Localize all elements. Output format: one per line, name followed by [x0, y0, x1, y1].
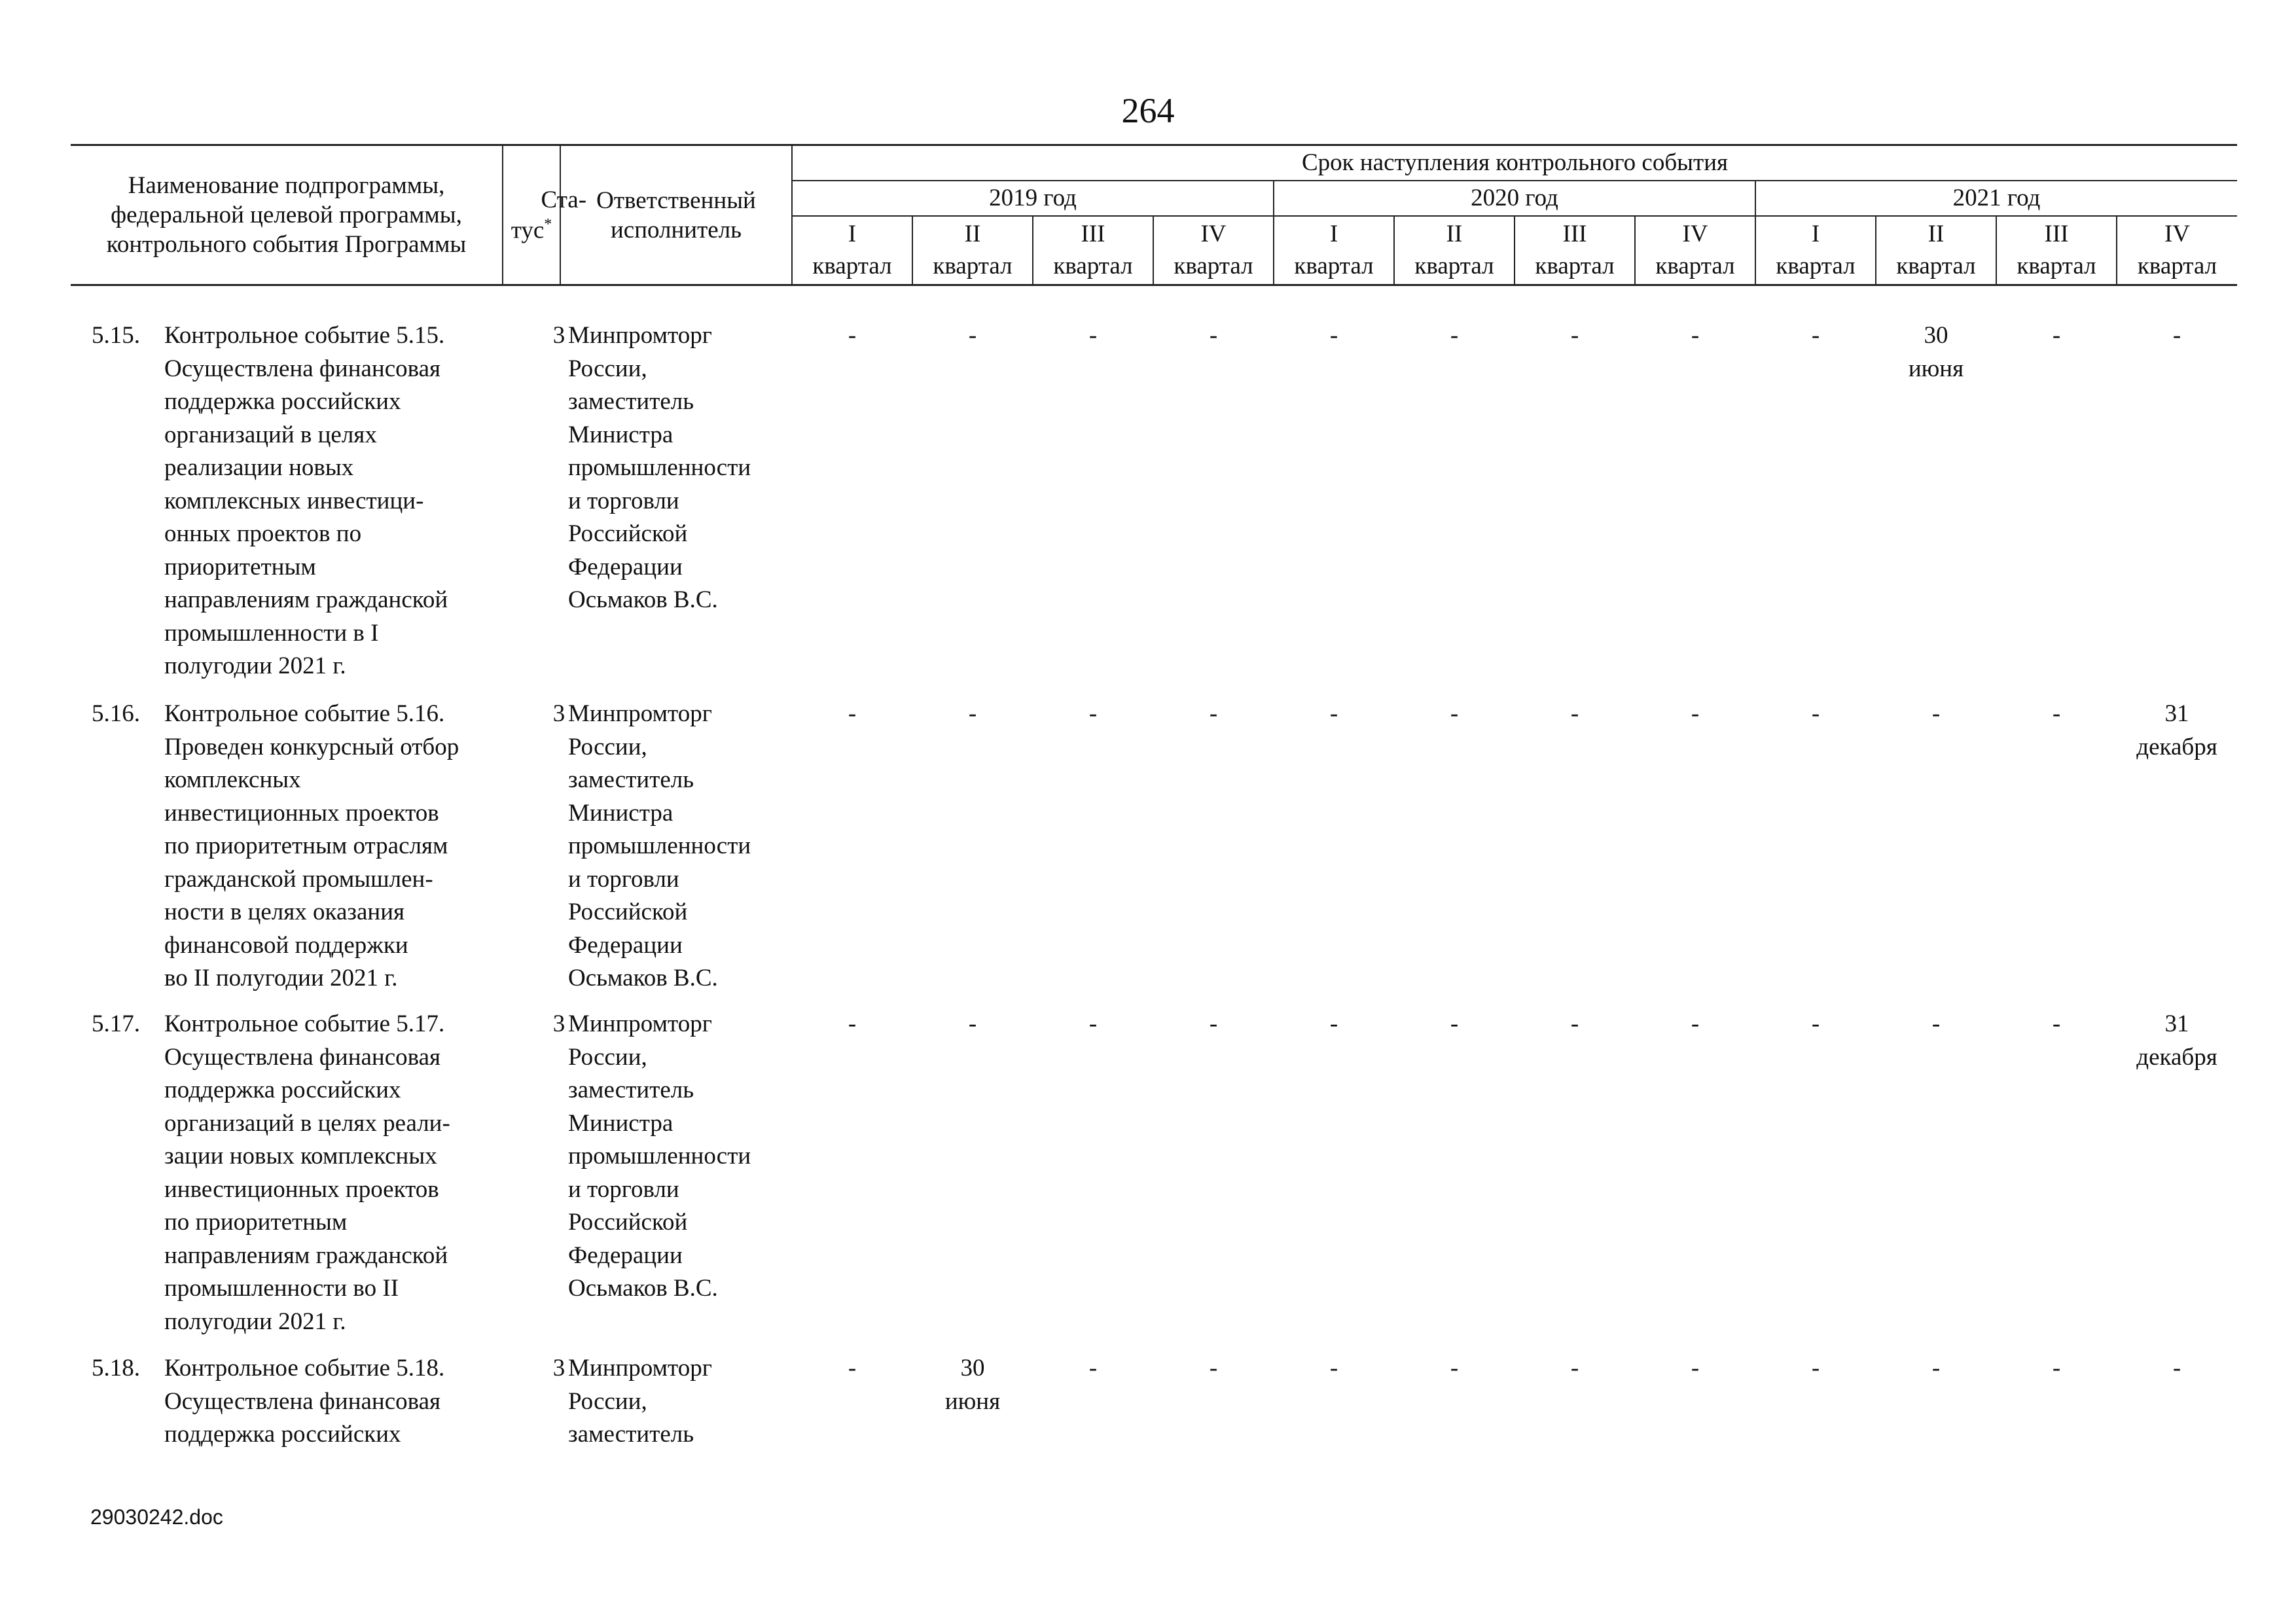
row-executor: Минпромторг России, заместитель Министра промышленности и торговли Российской Федерации Осьмаков В.С. — [568, 322, 751, 613]
header-quarter-word: квартал — [1896, 253, 1976, 280]
header-quarter-5 — [1274, 216, 1394, 285]
header-quarter-numeral: III — [2044, 220, 2069, 247]
row-quarter-value: - — [1691, 322, 1700, 349]
row-executor: Минпромторг России, заместитель — [568, 1355, 712, 1448]
row-quarter-value: - — [2052, 700, 2061, 727]
header-status-text: Ста- тус — [511, 187, 587, 243]
row-event-name: Контрольное событие 5.16. Проведен конкурсный отбор комплексных инвестиционных проектов по приоритетным отраслям гражданской промышлен- ности в целях оказания финансовой поддержки во II полугодии 2021 г. — [164, 700, 459, 991]
row-quarter-value: - — [1329, 322, 1338, 349]
row-quarter-value: - — [1570, 1010, 1579, 1037]
header-year-1: 2019 год — [792, 181, 1274, 216]
row-quarter-value: - — [848, 700, 857, 727]
row-quarter-value: 30 июня — [944, 1355, 1001, 1415]
header-year-3: 2021 год — [1755, 181, 2237, 216]
header-quarter-word: квартал — [1655, 253, 1735, 280]
header-quarter-word: квартал — [812, 253, 892, 280]
row-quarter-value: - — [1329, 700, 1338, 727]
row-quarter-value: - — [1570, 1355, 1579, 1382]
row-quarter-value: - — [968, 1010, 977, 1037]
row-quarter-value: - — [1209, 1010, 1218, 1037]
header-quarter-3 — [1033, 216, 1153, 285]
row-event-name: Контрольное событие 5.17. Осуществлена финансовая поддержка российских организаций в целях реали- зации новых комплексных инвестиционных проектов по приоритетным направлениям гражданской промышленности во II полугодии 2021 г. — [164, 1010, 450, 1335]
row-quarter-value: - — [1209, 700, 1218, 727]
row-quarter-value: - — [2172, 322, 2181, 349]
row-quarter-value: - — [2052, 1010, 2061, 1037]
header-quarter-1 — [792, 216, 912, 285]
row-event-name: Контрольное событие 5.18. Осуществлена финансовая поддержка российских — [164, 1355, 445, 1448]
row-number: 5.15. — [92, 322, 140, 349]
row-status: 3 — [552, 1355, 565, 1382]
header-quarter-numeral: II — [1446, 220, 1463, 247]
row-quarter-value: - — [1329, 1010, 1338, 1037]
row-quarter-value: - — [1088, 700, 1098, 727]
header-quarter-word: квартал — [1535, 253, 1615, 280]
page-number: 264 — [1121, 91, 1175, 130]
row-number: 5.16. — [92, 700, 140, 727]
row-quarter-value: 31 декабря — [2136, 700, 2217, 760]
row-quarter-value: - — [968, 700, 977, 727]
row-quarter-value: - — [2052, 322, 2061, 349]
header-quarter-word: квартал — [1294, 253, 1374, 280]
header-quarter-numeral: I — [1329, 220, 1338, 247]
row-status: 3 — [552, 322, 565, 349]
row-quarter-value: - — [1570, 322, 1579, 349]
row-number: 5.17. — [92, 1010, 140, 1037]
row-quarter-value: - — [1931, 1355, 1941, 1382]
row-quarter-value: 30 июня — [1908, 322, 1964, 382]
row-quarter-value: - — [1931, 1010, 1941, 1037]
header-quarter-4 — [1153, 216, 1274, 285]
row-quarter-value: - — [968, 322, 977, 349]
row-quarter-value: - — [1691, 700, 1700, 727]
row-quarter-value: - — [1811, 1355, 1820, 1382]
row-quarter-value: - — [1811, 700, 1820, 727]
row-quarter-value: - — [1811, 1010, 1820, 1037]
row-quarter-value: - — [1450, 322, 1459, 349]
row-quarter-value: - — [1209, 322, 1218, 349]
header-status-cell — [503, 145, 587, 285]
header-quarter-numeral: IV — [1200, 220, 1227, 247]
header-quarter-numeral: III — [1562, 220, 1587, 247]
header-quarter-numeral: IV — [2164, 220, 2191, 247]
row-quarter-value: - — [1691, 1010, 1700, 1037]
row-quarter-value: - — [1450, 1010, 1459, 1037]
row-event-name: Контрольное событие 5.15. Осуществлена финансовая поддержка российских организаций в целях реализации новых комплексных инвестици- онных проектов по приоритетным направлениям гражданской промышленности в I полугодии 2021 г. — [164, 322, 448, 679]
header-quarter-numeral: II — [964, 220, 981, 247]
header-quarter-word: квартал — [1414, 253, 1494, 280]
header-status-mark: * — [544, 215, 552, 233]
row-executor: Минпромторг России, заместитель Министра промышленности и торговли Российской Федерации Осьмаков В.С. — [568, 1010, 751, 1302]
header-executor-cell: Ответственный исполнитель — [560, 145, 792, 285]
header-quarter-7 — [1515, 216, 1635, 285]
row-quarter-value: - — [1570, 700, 1579, 727]
header-quarter-8 — [1635, 216, 1755, 285]
header-quarter-numeral: I — [848, 220, 857, 247]
header-quarter-numeral: III — [1081, 220, 1105, 247]
header-quarter-word: квартал — [1174, 253, 1253, 280]
header-quarter-10 — [1876, 216, 1996, 285]
row-executor: Минпромторг России, заместитель Министра промышленности и торговли Российской Федерации Осьмаков В.С. — [568, 700, 751, 991]
header-quarter-9 — [1755, 216, 1876, 285]
schedule-table-header — [71, 144, 2237, 286]
row-quarter-value: - — [1088, 1355, 1098, 1382]
header-name-cell: Наименование подпрограммы, федеральной целевой программы, контрольного события Программы — [71, 145, 503, 285]
header-quarter-word: квартал — [1776, 253, 1856, 280]
header-quarter-numeral: IV — [1682, 220, 1708, 247]
row-status: 3 — [552, 700, 565, 727]
row-quarter-value: - — [1088, 1010, 1098, 1037]
row-quarter-value: - — [848, 1355, 857, 1382]
row-quarter-value: - — [1691, 1355, 1700, 1382]
row-quarter-value: - — [848, 1010, 857, 1037]
header-quarter-6 — [1394, 216, 1515, 285]
row-quarter-value: - — [1088, 322, 1098, 349]
header-quarter-word: квартал — [1053, 253, 1133, 280]
row-number: 5.18. — [92, 1355, 140, 1382]
document-filename: 29030242.doc — [90, 1505, 223, 1529]
header-quarter-2 — [912, 216, 1033, 285]
header-quarter-12 — [2117, 216, 2237, 285]
header-quarter-numeral: I — [1811, 220, 1820, 247]
header-quarter-word: квартал — [933, 253, 1013, 280]
row-quarter-value: - — [1209, 1355, 1218, 1382]
row-quarter-value: - — [1329, 1355, 1338, 1382]
header-quarter-word: квартал — [2017, 253, 2096, 280]
row-status: 3 — [552, 1010, 565, 1037]
row-quarter-value: - — [1450, 1355, 1459, 1382]
row-quarter-value: - — [848, 322, 857, 349]
header-year-2: 2020 год — [1274, 181, 1755, 216]
row-quarter-value: 31 декабря — [2136, 1010, 2217, 1071]
row-quarter-value: - — [1931, 700, 1941, 727]
header-deadline-cell: Срок наступления контрольного события — [792, 145, 2237, 181]
row-quarter-value: - — [1450, 700, 1459, 727]
header-quarter-11 — [1996, 216, 2117, 285]
header-quarter-numeral: II — [1928, 220, 1945, 247]
row-quarter-value: - — [2172, 1355, 2181, 1382]
row-quarter-value: - — [1811, 322, 1820, 349]
header-quarter-word: квартал — [2137, 253, 2217, 280]
row-quarter-value: - — [2052, 1355, 2061, 1382]
